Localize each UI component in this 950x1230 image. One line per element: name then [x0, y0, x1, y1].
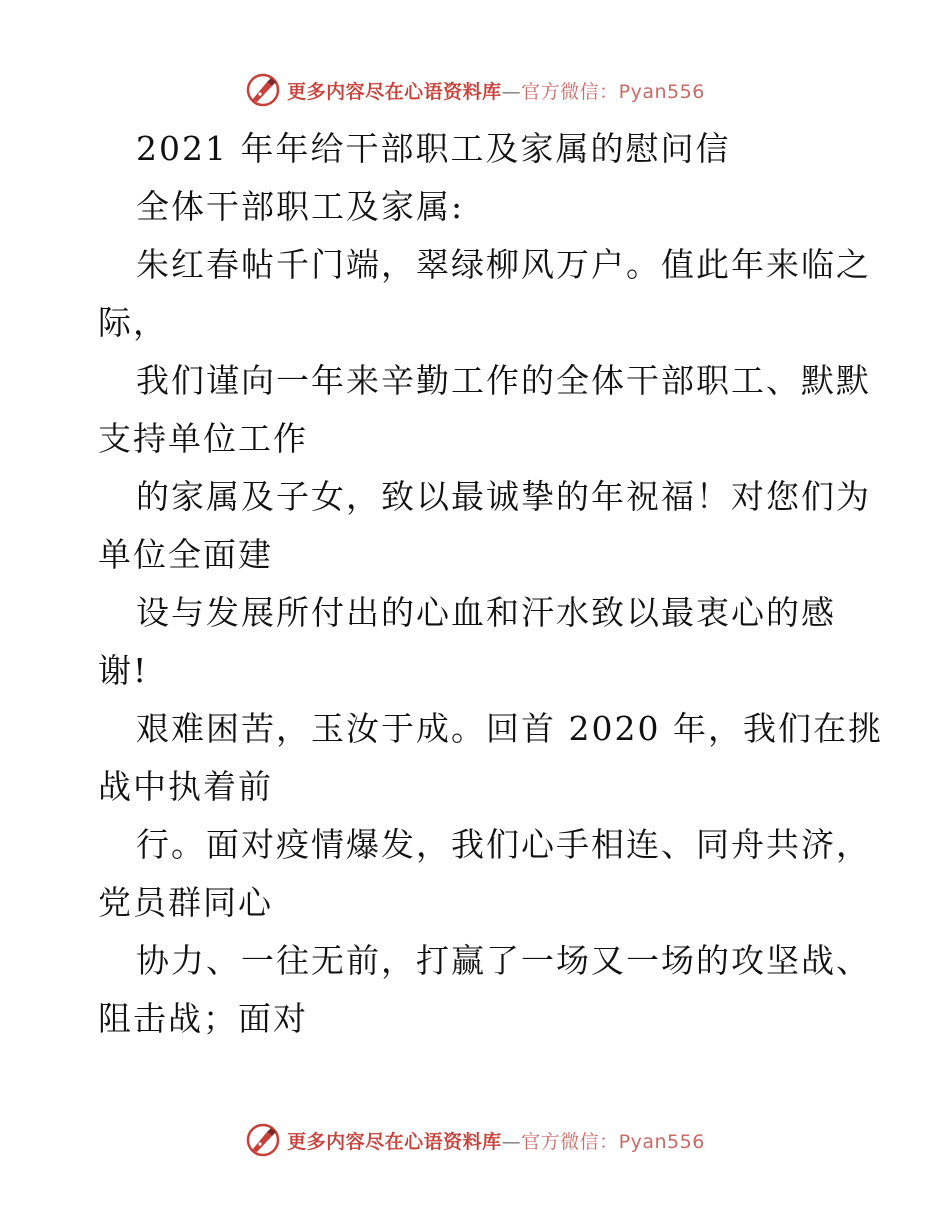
text-line: 阻击战；面对 — [98, 999, 308, 1038]
header-banner-wechat: 官方微信：Pyan556 — [521, 80, 705, 103]
text-line: 的家属及子女，致以最诚挚的年祝福！对您们为 — [136, 477, 871, 516]
text-line: 支持单位工作 — [98, 419, 308, 458]
footer-banner-wechat: 官方微信：Pyan556 — [521, 1130, 705, 1153]
footer-banner — [0, 1120, 950, 1160]
footer-banner-main: 更多内容尽在心语资料库 — [287, 1130, 502, 1153]
footer-banner-separator: — — [501, 1130, 522, 1153]
text-line: 我们谨向一年来辛勤工作的全体干部职工、默默 — [136, 361, 871, 400]
header-banner-text — [287, 77, 705, 104]
header-banner-separator: — — [501, 80, 522, 103]
letter-body — [98, 120, 883, 1048]
text-line: 艰难困苦，玉汝于成。回首 2020 年，我们在挑 — [136, 709, 883, 748]
text-line: 协力、一往无前，打赢了一场又一场的攻坚战、 — [136, 941, 871, 980]
text-line: 单位全面建 — [98, 535, 273, 574]
text-line: 谢! — [98, 651, 149, 690]
letter-salutation: 全体干部职工及家属: — [136, 187, 465, 226]
text-line: 党员群同心 — [98, 883, 273, 922]
text-line: 行。面对疫情爆发，我们心手相连、同舟共济， — [136, 825, 871, 864]
text-line: 设与发展所付出的心血和汗水致以最衷心的感 — [136, 593, 836, 632]
letter-title: 2021 年年给干部职工及家属的慰问信 — [136, 129, 731, 168]
header-banner-main: 更多内容尽在心语资料库 — [287, 80, 502, 103]
header-banner — [0, 70, 950, 110]
text-line: 战中执着前 — [98, 767, 273, 806]
text-line: 际， — [98, 303, 168, 342]
text-line: 朱红春帖千门端，翠绿柳风万户。值此年来临之 — [136, 245, 871, 284]
footer-banner-text — [287, 1127, 705, 1154]
pen-logo-icon — [245, 72, 281, 108]
pen-logo-icon — [245, 1122, 281, 1158]
